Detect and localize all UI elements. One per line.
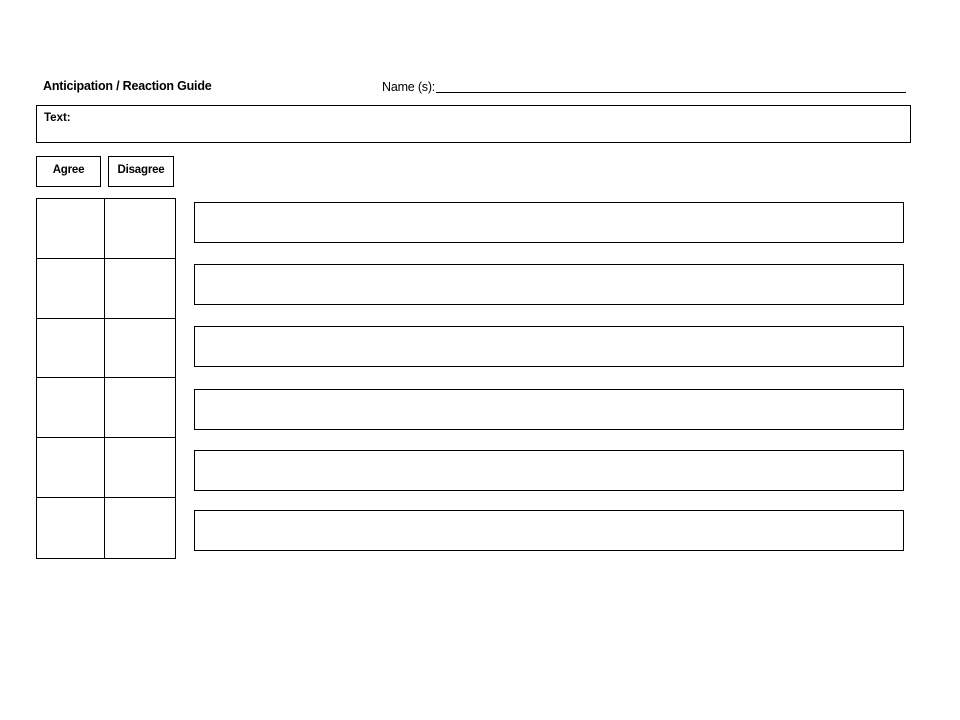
statement-box-5[interactable] [194,450,904,491]
statement-box-4[interactable] [194,389,904,430]
disagree-cell-4[interactable] [105,378,175,438]
disagree-header: Disagree [108,156,174,187]
response-grid [36,198,176,559]
name-label: Name (s): [382,80,436,94]
statement-box-2[interactable] [194,264,904,305]
disagree-cell-3[interactable] [105,319,175,379]
text-box[interactable] [36,105,911,143]
agree-header: Agree [36,156,101,187]
disagree-cell-6[interactable] [105,498,175,558]
disagree-cell-1[interactable] [105,199,175,259]
agree-cell-4[interactable] [37,378,105,438]
statement-box-6[interactable] [194,510,904,551]
disagree-cell-2[interactable] [105,259,175,319]
agree-cell-1[interactable] [37,199,105,259]
name-field-line[interactable] [436,92,906,93]
disagree-cell-5[interactable] [105,438,175,498]
agree-cell-2[interactable] [37,259,105,319]
agree-cell-6[interactable] [37,498,105,558]
agree-cell-3[interactable] [37,319,105,379]
text-label: Text: [44,112,71,124]
agree-cell-5[interactable] [37,438,105,498]
statement-box-1[interactable] [194,202,904,243]
guide-title: Anticipation / Reaction Guide [43,79,212,93]
statement-box-3[interactable] [194,326,904,367]
